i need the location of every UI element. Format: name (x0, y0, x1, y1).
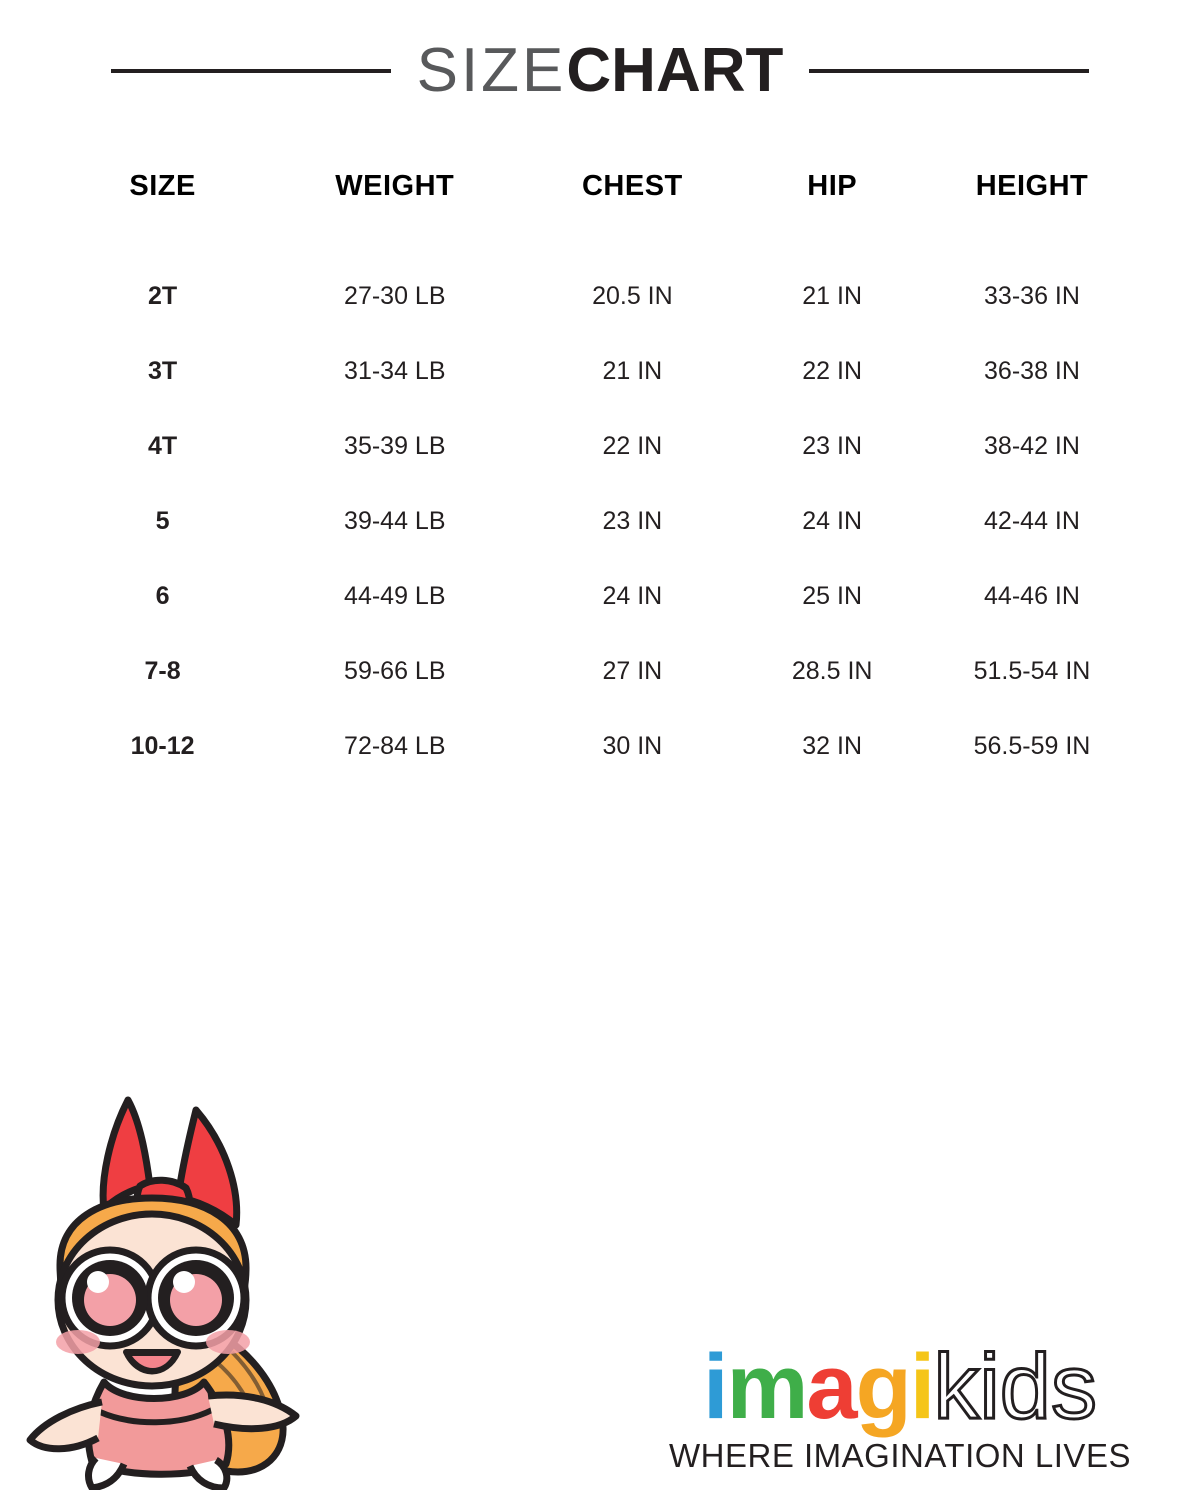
table-row (60, 484, 1140, 559)
brand-wordmark (630, 1336, 1170, 1438)
table-row (60, 634, 1140, 709)
cell-weight: 39-44 LB (344, 507, 446, 535)
blossom-character-illustration (0, 1060, 340, 1490)
cell-height: 33-36 IN (984, 282, 1080, 310)
cell-chest: 27 IN (602, 657, 663, 685)
cell-height: 36-38 IN (984, 357, 1080, 385)
cell-size: 6 (155, 582, 170, 610)
cell-size: 3T (148, 357, 178, 385)
cell-weight: 31-34 LB (344, 357, 446, 385)
logo-letter-i2: i (909, 1336, 934, 1438)
cell-height: 51.5-54 IN (973, 657, 1091, 685)
cell-size: 7-8 (144, 657, 181, 685)
cell-chest: 22 IN (602, 432, 663, 460)
title-word-chart: CHART (566, 36, 784, 105)
cell-weight: 27-30 LB (344, 282, 446, 310)
cell-hip: 22 IN (802, 357, 863, 385)
table-row (60, 559, 1140, 634)
cell-size: 5 (155, 507, 170, 535)
cell-weight: 72-84 LB (344, 732, 446, 760)
column-header-size: SIZE (129, 170, 196, 202)
cell-chest: 30 IN (602, 732, 663, 760)
column-header-height: HEIGHT (975, 170, 1089, 202)
cell-chest: 24 IN (602, 582, 663, 610)
logo-word-kids: kids (933, 1336, 1097, 1438)
cell-height: 38-42 IN (984, 432, 1080, 460)
cell-weight: 44-49 LB (344, 582, 446, 610)
cell-height: 42-44 IN (984, 507, 1080, 535)
table-row (60, 409, 1140, 484)
cell-hip: 21 IN (802, 282, 863, 310)
logo-letter-i1: i (703, 1336, 727, 1438)
table-row (60, 259, 1140, 334)
table-header-row (60, 170, 1140, 259)
cell-chest: 23 IN (602, 507, 663, 535)
cell-hip: 25 IN (802, 582, 863, 610)
title-word-size: SIZE (416, 36, 567, 105)
cell-height: 56.5-59 IN (973, 732, 1091, 760)
cell-size: 4T (148, 432, 178, 460)
logo-letter-a: a (806, 1336, 856, 1438)
size-table-container (60, 170, 1140, 784)
cell-height: 44-46 IN (984, 582, 1080, 610)
column-header-chest: CHEST (581, 170, 683, 202)
logo-letter-g: g (855, 1336, 910, 1438)
table-row (60, 709, 1140, 784)
size-table (60, 170, 1140, 784)
title-rule-left (111, 69, 391, 73)
title-text (416, 36, 784, 105)
cell-hip: 24 IN (802, 507, 863, 535)
logo-letter-m: m (726, 1336, 807, 1438)
cell-chest: 20.5 IN (592, 282, 673, 310)
brand-tagline: WHERE IMAGINATION LIVES (669, 1437, 1131, 1474)
cell-chest: 21 IN (602, 357, 663, 385)
title-rule-right (809, 69, 1089, 73)
cell-size: 2T (148, 282, 178, 310)
cell-hip: 32 IN (802, 732, 863, 760)
column-header-hip: HIP (807, 170, 858, 202)
table-row (60, 334, 1140, 409)
column-header-weight: WEIGHT (335, 170, 455, 202)
brand-logo (630, 1336, 1170, 1475)
cell-size: 10-12 (130, 732, 195, 760)
page-title (0, 36, 1200, 105)
cell-hip: 28.5 IN (791, 657, 873, 685)
cell-weight: 59-66 LB (344, 657, 446, 685)
cell-hip: 23 IN (802, 432, 863, 460)
cell-weight: 35-39 LB (344, 432, 446, 460)
